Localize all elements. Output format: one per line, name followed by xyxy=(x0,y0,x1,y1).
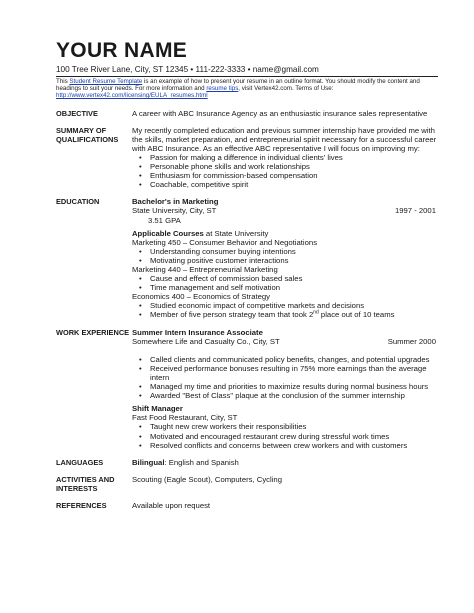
list-item: • Taught new crew workers their responsibilities xyxy=(132,422,438,431)
job-2-bullets xyxy=(132,422,438,449)
job-1-title: Summer Intern Insurance Associate xyxy=(132,327,263,337)
education-years: 1997 - 2001 xyxy=(394,206,436,216)
job-1-date: Summer 2000 xyxy=(387,336,436,346)
list-item: • Time management and self motivation xyxy=(132,283,438,292)
references-label: REFERENCES xyxy=(56,500,107,510)
courses-heading-bold: Applicable Courses xyxy=(132,228,204,238)
course-3: Economics 400 – Economics of Strategy xyxy=(132,292,271,302)
contact-line: 100 Tree River Lane, City, ST 12345 • 111-222-3333 • name@gmail.com xyxy=(56,65,319,74)
template-note xyxy=(56,78,438,100)
eula-url-link[interactable]: http://www.vertex42.com/licensing/EULA_resumes.html xyxy=(56,92,208,100)
job-2-company: Fast Food Restaurant, City, ST xyxy=(132,413,238,423)
courses-heading-suffix: at State University xyxy=(203,228,269,238)
note-text-2: is an example of how to present your resume in an outline format. You should modify the content and headings to suit your needs. For more information and xyxy=(56,78,420,93)
education-section xyxy=(56,197,438,319)
school-name: State University, City, ST xyxy=(132,206,217,216)
job-2-title: Shift Manager xyxy=(132,404,183,414)
list-item xyxy=(132,310,438,319)
list-item: • Motivating positive customer interactions xyxy=(132,256,438,265)
references-text: Available upon request xyxy=(132,500,211,510)
summary-label: SUMMARY OF QUALIFICATIONS xyxy=(56,125,119,144)
summary-bullet-list xyxy=(132,153,438,189)
list-item: • Managed my time and priorities to maximize results during normal business hours xyxy=(132,382,438,391)
languages-section xyxy=(56,458,438,467)
list-item: • Cause and effect of commission based sales xyxy=(132,274,438,283)
summary-section xyxy=(56,126,438,190)
list-item: • Coachable, competitive spirit xyxy=(132,180,438,189)
degree-title: Bachelor's in Marketing xyxy=(132,197,219,207)
languages-detail: : English and Spanish xyxy=(164,457,239,467)
note-text-1: This xyxy=(56,78,70,85)
list-item: • Awarded "Best of Class" plaque at the conclusion of the summer internship xyxy=(132,391,438,400)
objective-section xyxy=(56,109,438,118)
summary-text: My recently completed education and previous summer internship have provided me with the skills, market preparation, and entrepreneurial spirit necessary for a successful career with ABC Insurance. As an effective ABC representative I will focus on improving my: xyxy=(132,125,437,153)
strategy-team-text-b: place out of 10 teams xyxy=(318,310,395,320)
activities-section xyxy=(56,475,438,493)
course-2: Marketing 440 – Entrepreneurial Marketing xyxy=(132,265,278,275)
list-item: • Studied economic impact of competitive markets and decisions xyxy=(132,301,438,310)
list-item: • Received performance bonuses resulting in 75% more earnings than the average intern xyxy=(132,364,438,382)
strategy-team-superscript: nd xyxy=(313,309,319,316)
activities-label: ACTIVITIES AND INTERESTS xyxy=(56,474,115,493)
references-section xyxy=(56,501,438,510)
course-1: Marketing 450 – Consumer Behavior and Negotiations xyxy=(132,237,318,247)
activities-text: Scouting (Eagle Scout), Computers, Cycling xyxy=(132,474,282,484)
objective-text: A career with ABC Insurance Agency as an enthusiastic insurance sales representative xyxy=(132,108,428,118)
student-resume-template-link[interactable]: Student Resume Template xyxy=(69,78,143,85)
applicant-name: YOUR NAME xyxy=(56,39,188,62)
languages-text xyxy=(132,458,438,467)
work-section xyxy=(56,328,438,450)
list-item: • Called clients and communicated policy benefits, changes, and potential upgrades xyxy=(132,355,438,364)
job-1-bullets xyxy=(132,355,438,400)
job-1-company: Somewhere Life and Casualty Co., City, ST xyxy=(132,336,280,346)
note-text-3: , visit Vertex42.com. Terms of Use: xyxy=(238,85,334,93)
list-item: • Enthusiasm for commission-based compensation xyxy=(132,171,438,180)
list-item: • Passion for making a difference in individual clients' lives xyxy=(132,153,438,162)
course-1-bullets xyxy=(132,247,438,265)
objective-label: OBJECTIVE xyxy=(56,108,98,118)
header-rule xyxy=(56,76,438,77)
courses-heading xyxy=(132,229,438,238)
work-label: WORK EXPERIENCE xyxy=(56,327,130,337)
list-item: • Resolved conflicts and concerns between crew workers and with customers xyxy=(132,441,438,450)
languages-label: LANGUAGES xyxy=(56,457,104,467)
list-item: • Motivated and encouraged restaurant crew during stressful work times xyxy=(132,432,438,441)
gpa: 3.51 GPA xyxy=(148,215,181,225)
course-3-bullets xyxy=(132,301,438,319)
languages-bold: Bilingual xyxy=(132,457,165,467)
course-2-bullets xyxy=(132,274,438,292)
resume-tips-link[interactable]: resume tips xyxy=(206,85,239,93)
education-label: EDUCATION xyxy=(56,197,100,207)
list-item: • Personable phone skills and work relationships xyxy=(132,162,438,171)
strategy-team-text-a: Member of five person strategy team that took 2 xyxy=(150,310,314,320)
list-item: • Understanding consumer buying intentions xyxy=(132,247,438,256)
